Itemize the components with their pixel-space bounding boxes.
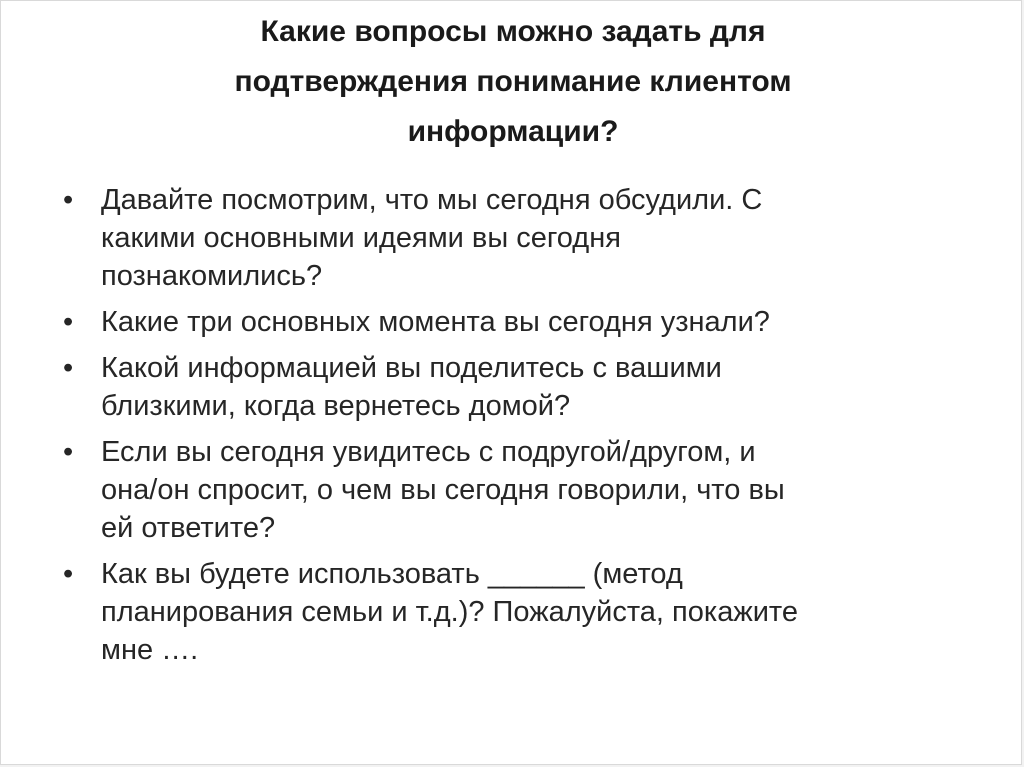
- bullet-text-line: Какой информацией вы поделитесь с вашими: [101, 352, 722, 384]
- bullet-dot-icon: •: [63, 352, 74, 384]
- bullet-item: [61, 433, 961, 547]
- bullet-item: [61, 555, 961, 669]
- bullet-item: [61, 349, 961, 425]
- bullet-text-line: Если вы сегодня увидитесь с подругой/другом, и: [101, 436, 756, 468]
- bullet-dot-icon: •: [63, 306, 74, 338]
- bullet-text-line: какими основными идеями вы сегодня: [101, 222, 621, 254]
- bullet-dot-icon: •: [63, 558, 74, 590]
- title-line: информации?: [407, 115, 619, 148]
- bullet-text-line: планирования семьи и т.д.)? Пожалуйста, покажите: [101, 596, 799, 628]
- bullet-text-line: ей ответите?: [101, 512, 276, 544]
- bullet-text-line: познакомились?: [101, 260, 323, 292]
- title-line: подтверждения понимание клиентом: [234, 65, 792, 98]
- bullet-list: [61, 181, 961, 677]
- bullet-text-line: она/он спросит, о чем вы сегодня говорили, что вы: [101, 474, 785, 506]
- bullet-text-line: Как вы будете использовать ______ (метод: [101, 558, 683, 590]
- title-line: Какие вопросы можно задать для: [260, 15, 766, 48]
- bullet-text-line: мне ….: [101, 634, 199, 666]
- bullet-text-line: Давайте посмотрим, что мы сегодня обсудили. С: [101, 184, 763, 216]
- bullet-item: [61, 181, 961, 295]
- slide-title: [61, 7, 965, 157]
- bullet-item: [61, 303, 961, 341]
- bullet-text-line: близкими, когда вернетесь домой?: [101, 390, 571, 422]
- bullet-text-line: Какие три основных момента вы сегодня узнали?: [101, 306, 770, 338]
- bullet-dot-icon: •: [63, 184, 74, 216]
- bullet-dot-icon: •: [63, 436, 74, 468]
